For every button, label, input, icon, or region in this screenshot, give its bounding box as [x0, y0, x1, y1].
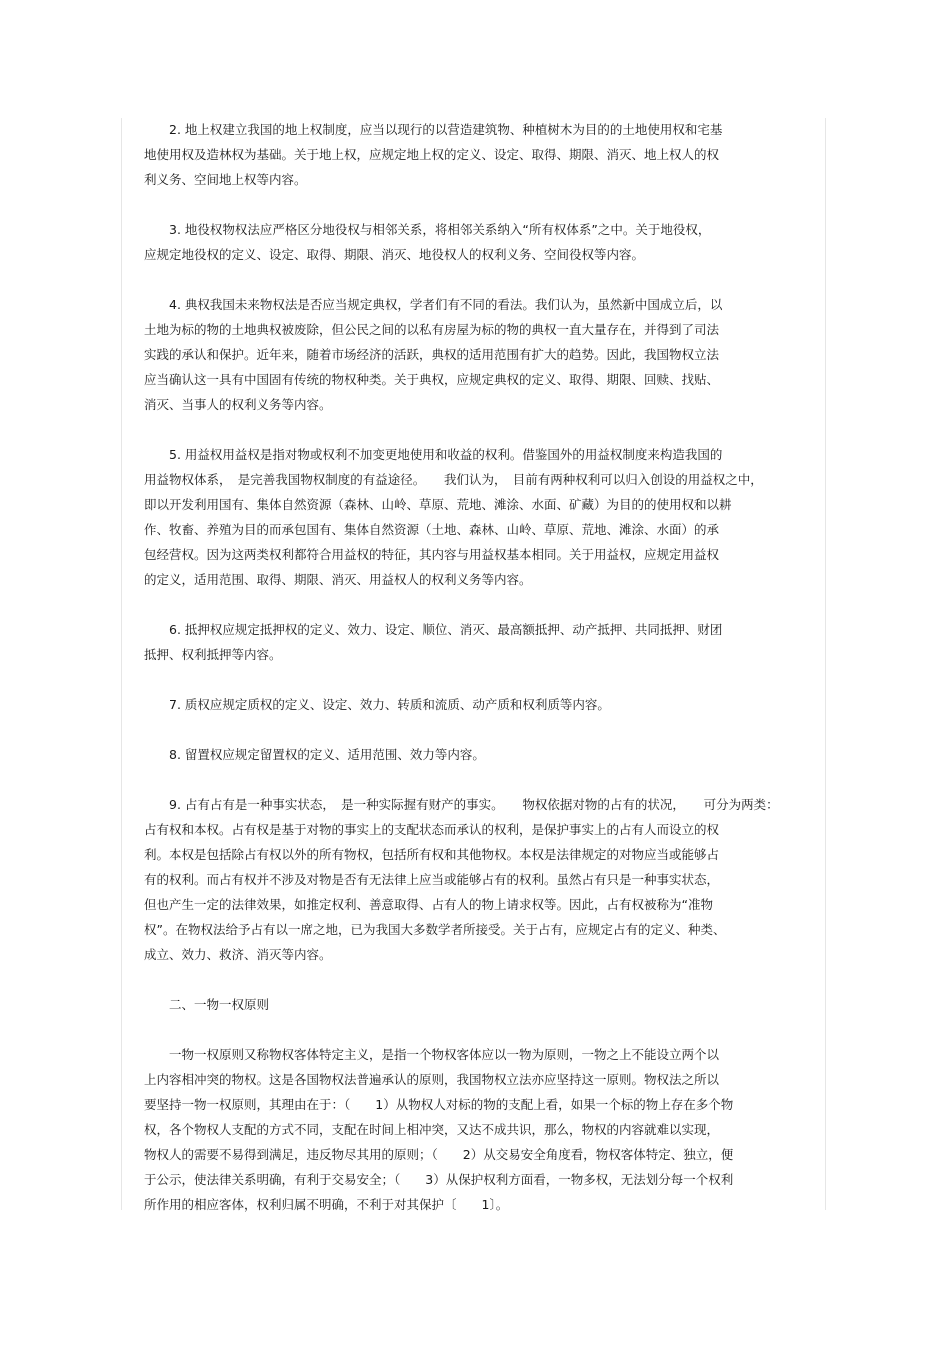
text-line: 5. 用益权用益权是指对物或权利不加变更地使用和收益的权利。借鉴国外的用益权制度来构造我国的: [144, 447, 723, 462]
text-line: 消灭、当事人的权利义务等内容。: [144, 397, 332, 412]
text-line: 包经营权。因为这两类权利都符合用益权的特征，其内容与用益权基本相同。关于用益权，应规定用益权: [144, 547, 720, 562]
text-line: 抵押、权利抵押等内容。: [144, 647, 282, 662]
text-line: 2. 地上权建立我国的地上权制度，应当以现行的以营造建筑物、种植树木为目的的土地使用权和宅基: [144, 122, 723, 137]
text-line: 4. 典权我国未来物权法是否应当规定典权，学者们有不同的看法。我们认为，虽然新中国成立后，以: [144, 297, 723, 312]
text-line: 占有权和本权。占有权是基于对物的事实上的支配状态而承认的权利，是保护事实上的占有人而设立的权: [144, 822, 720, 837]
text-line: 利。本权是包括除占有权以外的所有物权，包括所有权和其他物权。本权是法律规定的对物应当或能够占: [144, 847, 720, 862]
paragraph-usufruct: [144, 442, 808, 592]
text-line: 于公示，使法律关系明确，有利于交易安全；（ 3）从保护权利方面看，一物多权，无法划分每一个权利: [144, 1172, 734, 1187]
document-body: [144, 117, 808, 1217]
text-line: 即以开发利用国有、集体自然资源（森林、山岭、草原、荒地、滩涂、水面、矿藏）为目的的使用权和以耕: [144, 497, 732, 512]
paragraph-one-thing-one-right: [144, 1042, 808, 1217]
text-line: 应当确认这一具有中国固有传统的物权种类。关于典权，应规定典权的定义、取得、期限、回赎、找贴、: [144, 372, 720, 387]
text-line: 利义务、空间地上权等内容。: [144, 172, 307, 187]
text-line: 用益物权体系， 是完善我国物权制度的有益途径。 我们认为， 目前有两种权利可以归入创设的用益权之中，: [144, 472, 763, 487]
text-line: 作、牧畜、养殖为目的而承包国有、集体自然资源（土地、森林、山岭、草原、荒地、滩涂、水面）的承: [144, 522, 720, 537]
text-line: 9. 占有占有是一种事实状态， 是一种实际握有财产的事实。 物权依据对物的占有的状况， 可分为两类：: [144, 797, 779, 812]
text-line: 有的权利。而占有权并不涉及对物是否有无法律上应当或能够占有的权利。虽然占有只是一种事实状态，: [144, 872, 720, 887]
text-line: 地使用权及造林权为基础。关于地上权，应规定地上权的定义、设定、取得、期限、消灭、地上权人的权: [144, 147, 720, 162]
text-line: 权”。在物权法给予占有以一席之地，已为我国大多数学者所接受。关于占有，应规定占有的定义、种类、: [144, 922, 726, 937]
paragraph-mortgage: [144, 617, 808, 667]
text-line: 权，各个物权人支配的方式不同，支配在时间上相冲突，又达不成共识，那么，物权的内容就难以实现，: [144, 1122, 720, 1137]
paragraph-pledge: [144, 692, 808, 717]
text-line: 3. 地役权物权法应严格区分地役权与相邻关系，将相邻关系纳入“所有权体系”之中。关于地役权，: [144, 222, 711, 237]
text-line: 应规定地役权的定义、设定、取得、期限、消灭、地役权人的权利义务、空间役权等内容。: [144, 247, 645, 262]
text-line: 7. 质权应规定质权的定义、设定、效力、转质和流质、动产质和权利质等内容。: [144, 697, 610, 712]
text-line: 上内容相冲突的物权。这是各国物权法普遍承认的原则，我国物权立法亦应坚持这一原则。物权法之所以: [144, 1072, 720, 1087]
paragraph-lien: [144, 742, 808, 767]
text-line: 所作用的相应客体，权利归属不明确，不利于对其保护〔 1〕。: [144, 1197, 509, 1212]
text-line: 的定义，适用范围、取得、期限、消灭、用益权人的权利义务等内容。: [144, 572, 532, 587]
text-line: 实践的承认和保护。近年来，随着市场经济的活跃，典权的适用范围有扩大的趋势。因此，我国物权立法: [144, 347, 720, 362]
text-line: 成立、效力、救济、消灭等内容。: [144, 947, 332, 962]
text-line: 土地为标的物的土地典权被废除，但公民之间的以私有房屋为标的物的典权一直大量存在，并得到了司法: [144, 322, 720, 337]
text-line: 要坚持一物一权原则，其理由在于：（ 1）从物权人对标的物的支配上看，如果一个标的物上存在多个物: [144, 1097, 734, 1112]
section-heading-text: 二、一物一权原则: [144, 997, 270, 1012]
text-line: 物权人的需要不易得到满足，违反物尽其用的原则；（ 2）从交易安全角度看，物权客体特定、独立，便: [144, 1147, 734, 1162]
text-line: 6. 抵押权应规定抵押权的定义、效力、设定、顺位、消灭、最高额抵押、动产抵押、共同抵押、财团: [144, 622, 723, 637]
paragraph-possession: [144, 792, 808, 967]
text-line: 8. 留置权应规定留置权的定义、适用范围、效力等内容。: [144, 747, 485, 762]
paragraph-surface-right: [144, 117, 808, 192]
paragraph-dian-right: [144, 292, 808, 417]
section-heading: [144, 992, 808, 1017]
paragraph-easement: [144, 217, 808, 267]
text-line: 一物一权原则又称物权客体特定主义，是指一个物权客体应以一物为原则，一物之上不能设立两个以: [144, 1047, 720, 1062]
text-line: 但也产生一定的法律效果，如推定权利、善意取得、占有人的物上请求权等。因此，占有权被称为“准物: [144, 897, 713, 912]
